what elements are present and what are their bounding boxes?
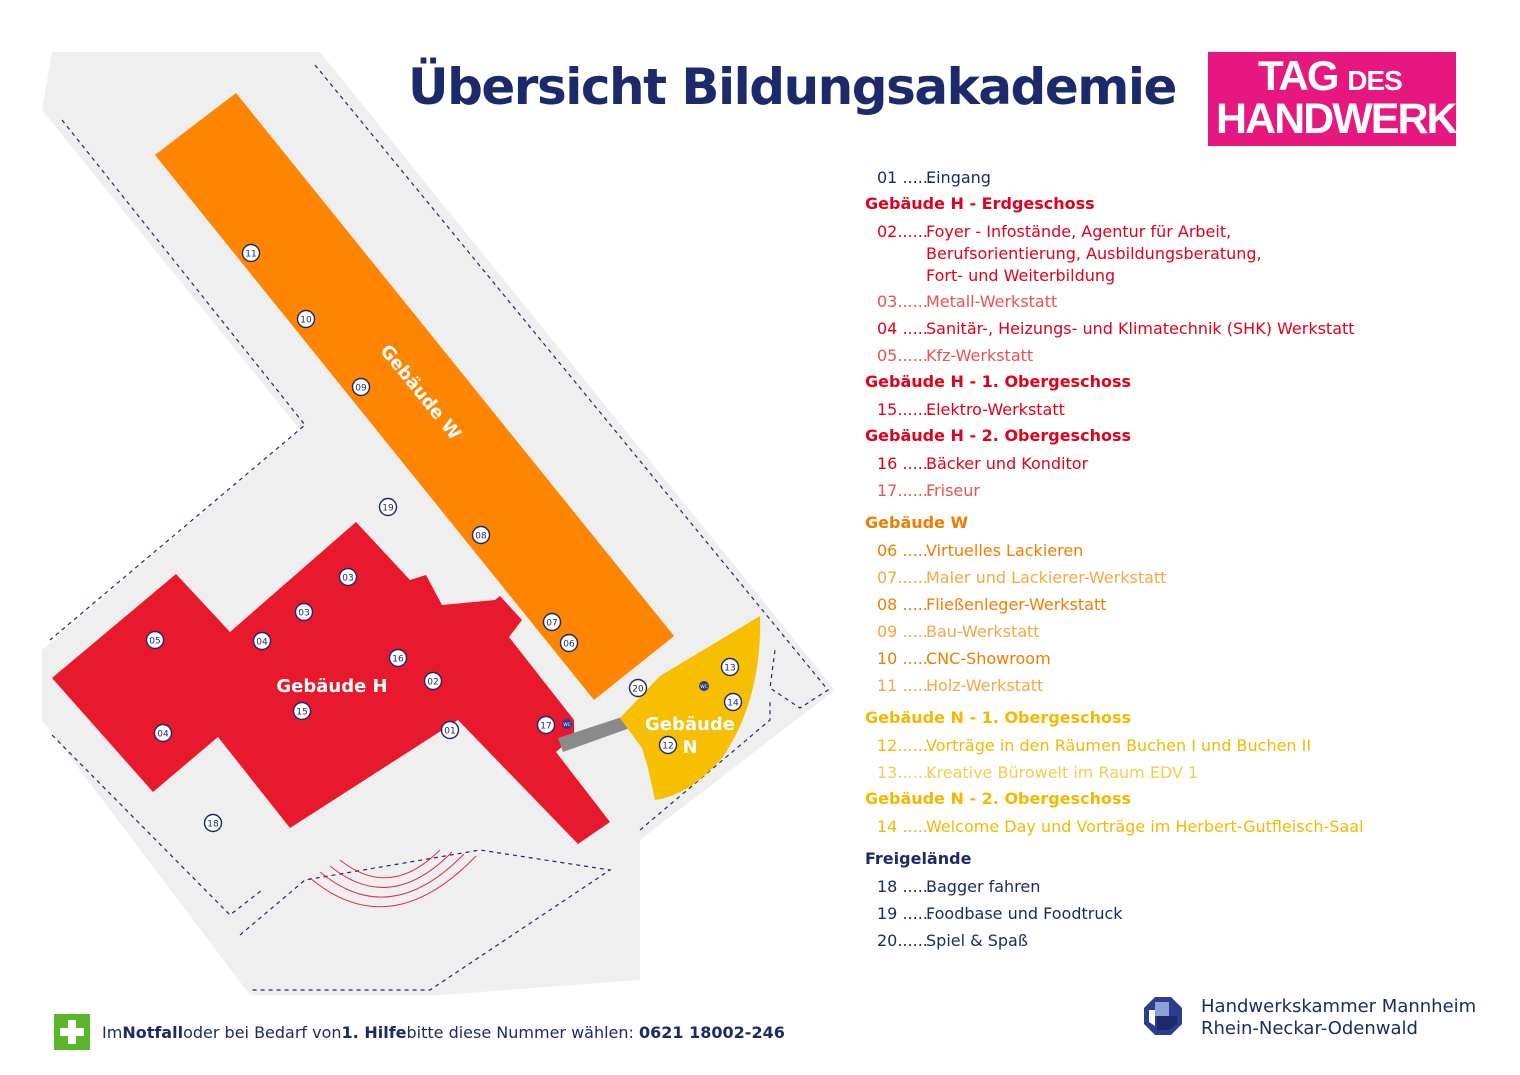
legend-entry-text: Virtuelles Lackieren: [926, 541, 1084, 560]
legend-entry-number: 10 ......: [877, 649, 933, 668]
map-marker-label: 14: [727, 698, 739, 709]
legend-entry-number: 01 ......: [877, 168, 933, 187]
legend-entry: [865, 540, 1083, 562]
legend-entry: [865, 221, 1262, 287]
map-marker-label: 17: [540, 721, 552, 732]
legend-section: Gebäude H - 1. Obergeschoss: [865, 372, 1131, 391]
map-marker-label: 11: [245, 249, 257, 260]
legend-entry-text: Maler und Lackierer-Werkstatt: [926, 568, 1167, 587]
map-marker-label: 08: [475, 531, 487, 542]
emergency-note: Im Notfall oder bei Bedarf von 1. Hilfe bitte diese Nummer wählen: 0621 18002-246: [54, 1014, 785, 1050]
building-n-label: Gebäude: [645, 714, 735, 735]
legend-section: Gebäude W: [865, 513, 969, 532]
legend-entry: [865, 318, 1355, 340]
legend-entry: [865, 930, 1028, 952]
legend-entry: [865, 453, 1088, 475]
map-marker-label: 16: [392, 654, 404, 665]
legend-entry: [865, 291, 1057, 313]
map-marker-label: 10: [300, 315, 312, 326]
legend-entry-text: Foodbase und Foodtruck: [926, 904, 1123, 923]
map-marker-label: 04: [157, 729, 169, 740]
legend-entry-number: 09 .....: [877, 622, 928, 641]
legend-entry-number: 05......: [877, 346, 928, 365]
legend-entry-text: Kfz-Werkstatt: [926, 346, 1034, 365]
map-marker-label: 15: [296, 707, 308, 718]
legend-section: Gebäude N - 1. Obergeschoss: [865, 708, 1131, 727]
map-marker-label: 18: [207, 819, 219, 830]
legend-entry-number: 11 .......: [877, 676, 939, 695]
legend-entry-number: 15.......: [877, 400, 933, 419]
legend-section: Gebäude H - 2. Obergeschoss: [865, 426, 1131, 445]
legend-entry-number: 12.......: [877, 736, 933, 755]
map-marker-label: 03: [342, 573, 354, 584]
legend-entry-text: Sanitär-, Heizungs- und Klimatechnik (SHK) Werkstatt: [926, 319, 1355, 338]
legend-entry: [865, 399, 1065, 421]
legend-entry: [865, 648, 1051, 670]
legend-entry-text: Bagger fahren: [926, 877, 1041, 896]
map-marker-label: 12: [662, 741, 674, 752]
map-marker-label: 20: [632, 684, 644, 695]
map-marker-label: 09: [355, 383, 367, 394]
legend-entry-number: 07......: [877, 568, 928, 587]
legend-entry-text: Bäcker und Konditor: [926, 454, 1089, 473]
map-marker-label: 06: [563, 639, 575, 650]
map-marker-label: 04: [256, 637, 268, 648]
building-h-label: Gebäude H: [276, 676, 388, 697]
legend-entry: [865, 735, 1311, 757]
hwk-emblem-icon: [1143, 996, 1183, 1036]
wc-label: WC: [563, 723, 571, 728]
map-marker-label: 05: [149, 636, 161, 647]
legend-entry-number: 08 .....: [877, 595, 928, 614]
legend-entry-text: Elektro-Werkstatt: [926, 400, 1065, 419]
legend-entry-number: 06 .....: [877, 541, 928, 560]
legend-entry: [865, 167, 991, 189]
legend-entry: [865, 675, 1043, 697]
legend-entry-number: 13.......: [877, 763, 933, 782]
wc-label: WC: [700, 685, 708, 690]
legend-entry-number: 18 ......: [877, 877, 933, 896]
building-n-label-2: N: [682, 737, 698, 758]
hwk-logo: [1143, 996, 1503, 1040]
legend-entry: [865, 876, 1040, 898]
legend-entry-text: Fließenleger-Werkstatt: [926, 595, 1107, 614]
org-name-line2: Rhein-Neckar-Odenwald: [1201, 1018, 1418, 1039]
map-marker-label: 01: [444, 726, 456, 737]
legend-entry-number: 20......: [877, 931, 928, 950]
org-name-line1: Handwerkskammer Mannheim: [1201, 996, 1477, 1017]
legend-entry-text: Spiel & Spaß: [926, 931, 1028, 950]
legend-entry-number: 17.......: [877, 481, 933, 500]
map-marker-label: 02: [427, 677, 439, 688]
legend-entry-number: 14 ......: [877, 817, 933, 836]
legend-entry-number: 03......: [877, 292, 928, 311]
legend-entry-number: 16 ......: [877, 454, 933, 473]
legend-entry: [865, 621, 1040, 643]
legend-entry: [865, 594, 1107, 616]
legend-entry-text: Friseur: [926, 481, 980, 500]
legend-entry-text: Bau-Werkstatt: [926, 622, 1040, 641]
page-title: Übersicht Bildungsakademie: [408, 58, 1176, 116]
legend-entry: [865, 816, 1364, 838]
legend-entry-text: Welcome Day und Vorträge im Herbert-Gutfleisch-Saal: [926, 817, 1364, 836]
map-marker-label: 03: [298, 608, 310, 619]
emergency-phone[interactable]: 0621 18002-246: [639, 1022, 785, 1042]
site-ground: [42, 52, 835, 995]
legend-entry-text: Foyer - Infostände, Agentur für Arbeit, Berufsorientierung, Ausbildungsberatung, Fort- und Weiterbildung: [926, 222, 1262, 285]
map-marker-label: 07: [546, 618, 558, 629]
legend-entry: [865, 345, 1033, 367]
legend-entry: [865, 903, 1123, 925]
map-marker-label: 13: [724, 663, 736, 674]
legend-entry-text: Kreative Bürowelt im Raum EDV 1: [926, 763, 1199, 782]
legend-entry-text: CNC-Showroom: [926, 649, 1051, 668]
tag-des-handwerks-logo: TAG DES HANDWERKS: [1208, 52, 1456, 146]
legend-entry-text: Holz-Werkstatt: [926, 676, 1044, 695]
legend-entry: [865, 480, 980, 502]
legend-section: Gebäude N - 2. Obergeschoss: [865, 789, 1131, 808]
legend-section: Gebäude H - Erdgeschoss: [865, 194, 1095, 213]
map-marker-label: 19: [382, 503, 394, 514]
first-aid-icon: [54, 1014, 90, 1050]
legend-entry-number: 02......: [877, 222, 928, 241]
legend-entry-text: Eingang: [926, 168, 991, 187]
legend-entry-number: 19 ......: [877, 904, 933, 923]
legend-entry-text: Vorträge in den Räumen Buchen I und Buchen II: [926, 736, 1312, 755]
legend-section: Freigelände: [865, 849, 972, 868]
legend-entry: [865, 567, 1166, 589]
legend-entry-number: 04 .....: [877, 319, 928, 338]
building-w-label: Gebäude W: [375, 340, 465, 445]
legend-entry: [865, 762, 1198, 784]
legend-entry-text: Metall-Werkstatt: [926, 292, 1058, 311]
